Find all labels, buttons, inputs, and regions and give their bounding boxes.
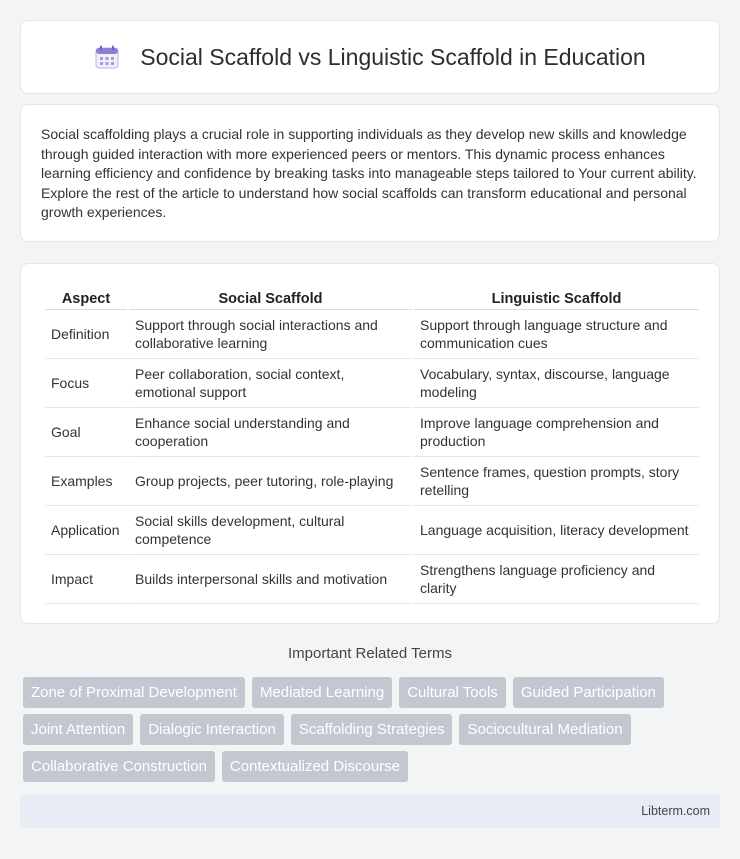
cell-social: Enhance social understanding and cooperation — [129, 408, 412, 457]
intro-text: Social scaffolding plays a crucial role in supporting individuals as they develop new skills and knowledge through guided interaction with more experienced peers or mentors. This dynamic process enhances learning efficiency and confidence by breaking tasks into manageable steps tailored to Your current ability. Explore the rest of the article to understand how social scaffolds can transform educational and personal growth experiences. — [41, 126, 697, 220]
table-row — [45, 359, 699, 408]
tag-zone-of-proximal-development[interactable]: Zone of Proximal Development — [23, 677, 245, 708]
table-header-row — [45, 284, 699, 310]
cell-social: Builds interpersonal skills and motivation — [129, 555, 412, 604]
tag-joint-attention[interactable]: Joint Attention — [23, 714, 133, 745]
cell-linguistic: Strengthens language proficiency and clarity — [414, 555, 699, 604]
table-row — [45, 310, 699, 359]
cell-linguistic: Language acquisition, literacy development — [414, 506, 699, 555]
tag-row — [23, 714, 723, 745]
footer — [20, 795, 720, 828]
header-social: Social Scaffold — [129, 284, 412, 310]
cell-linguistic: Sentence frames, question prompts, story retelling — [414, 457, 699, 506]
comparison-table — [43, 284, 701, 604]
cell-aspect: Application — [45, 506, 127, 555]
tag-row — [23, 677, 723, 708]
header-aspect: Aspect — [45, 284, 127, 310]
tag-sociocultural-mediation[interactable]: Sociocultural Mediation — [459, 714, 630, 745]
comparison-card — [20, 263, 720, 624]
tag-row — [23, 751, 723, 782]
table-row — [45, 408, 699, 457]
cell-social: Support through social interactions and collaborative learning — [129, 310, 412, 359]
tag-guided-participation[interactable]: Guided Participation — [513, 677, 664, 708]
cell-aspect: Definition — [45, 310, 127, 359]
table-row — [45, 457, 699, 506]
tag-collaborative-construction[interactable]: Collaborative Construction — [23, 751, 215, 782]
cell-linguistic: Improve language comprehension and production — [414, 408, 699, 457]
calendar-icon — [94, 44, 120, 70]
page-title: Social Scaffold vs Linguistic Scaffold in Education — [140, 43, 646, 70]
cell-linguistic: Vocabulary, syntax, discourse, language modeling — [414, 359, 699, 408]
cell-aspect: Impact — [45, 555, 127, 604]
tag-contextualized-discourse[interactable]: Contextualized Discourse — [222, 751, 408, 782]
tag-dialogic-interaction[interactable]: Dialogic Interaction — [140, 714, 284, 745]
related-terms — [23, 677, 723, 788]
cell-social: Group projects, peer tutoring, role-playing — [129, 457, 412, 506]
tag-mediated-learning[interactable]: Mediated Learning — [252, 677, 392, 708]
table-row — [45, 506, 699, 555]
intro-card — [20, 104, 720, 242]
header-card — [20, 20, 720, 94]
related-terms-title: Important Related Terms — [288, 645, 452, 662]
cell-aspect: Focus — [45, 359, 127, 408]
footer-brand[interactable]: Libterm.com — [641, 804, 710, 818]
table-row — [45, 555, 699, 604]
cell-linguistic: Support through language structure and communication cues — [414, 310, 699, 359]
tag-cultural-tools[interactable]: Cultural Tools — [399, 677, 506, 708]
cell-social: Peer collaboration, social context, emotional support — [129, 359, 412, 408]
header-linguistic: Linguistic Scaffold — [414, 284, 699, 310]
cell-aspect: Goal — [45, 408, 127, 457]
tag-scaffolding-strategies[interactable]: Scaffolding Strategies — [291, 714, 453, 745]
cell-aspect: Examples — [45, 457, 127, 506]
cell-social: Social skills development, cultural competence — [129, 506, 412, 555]
